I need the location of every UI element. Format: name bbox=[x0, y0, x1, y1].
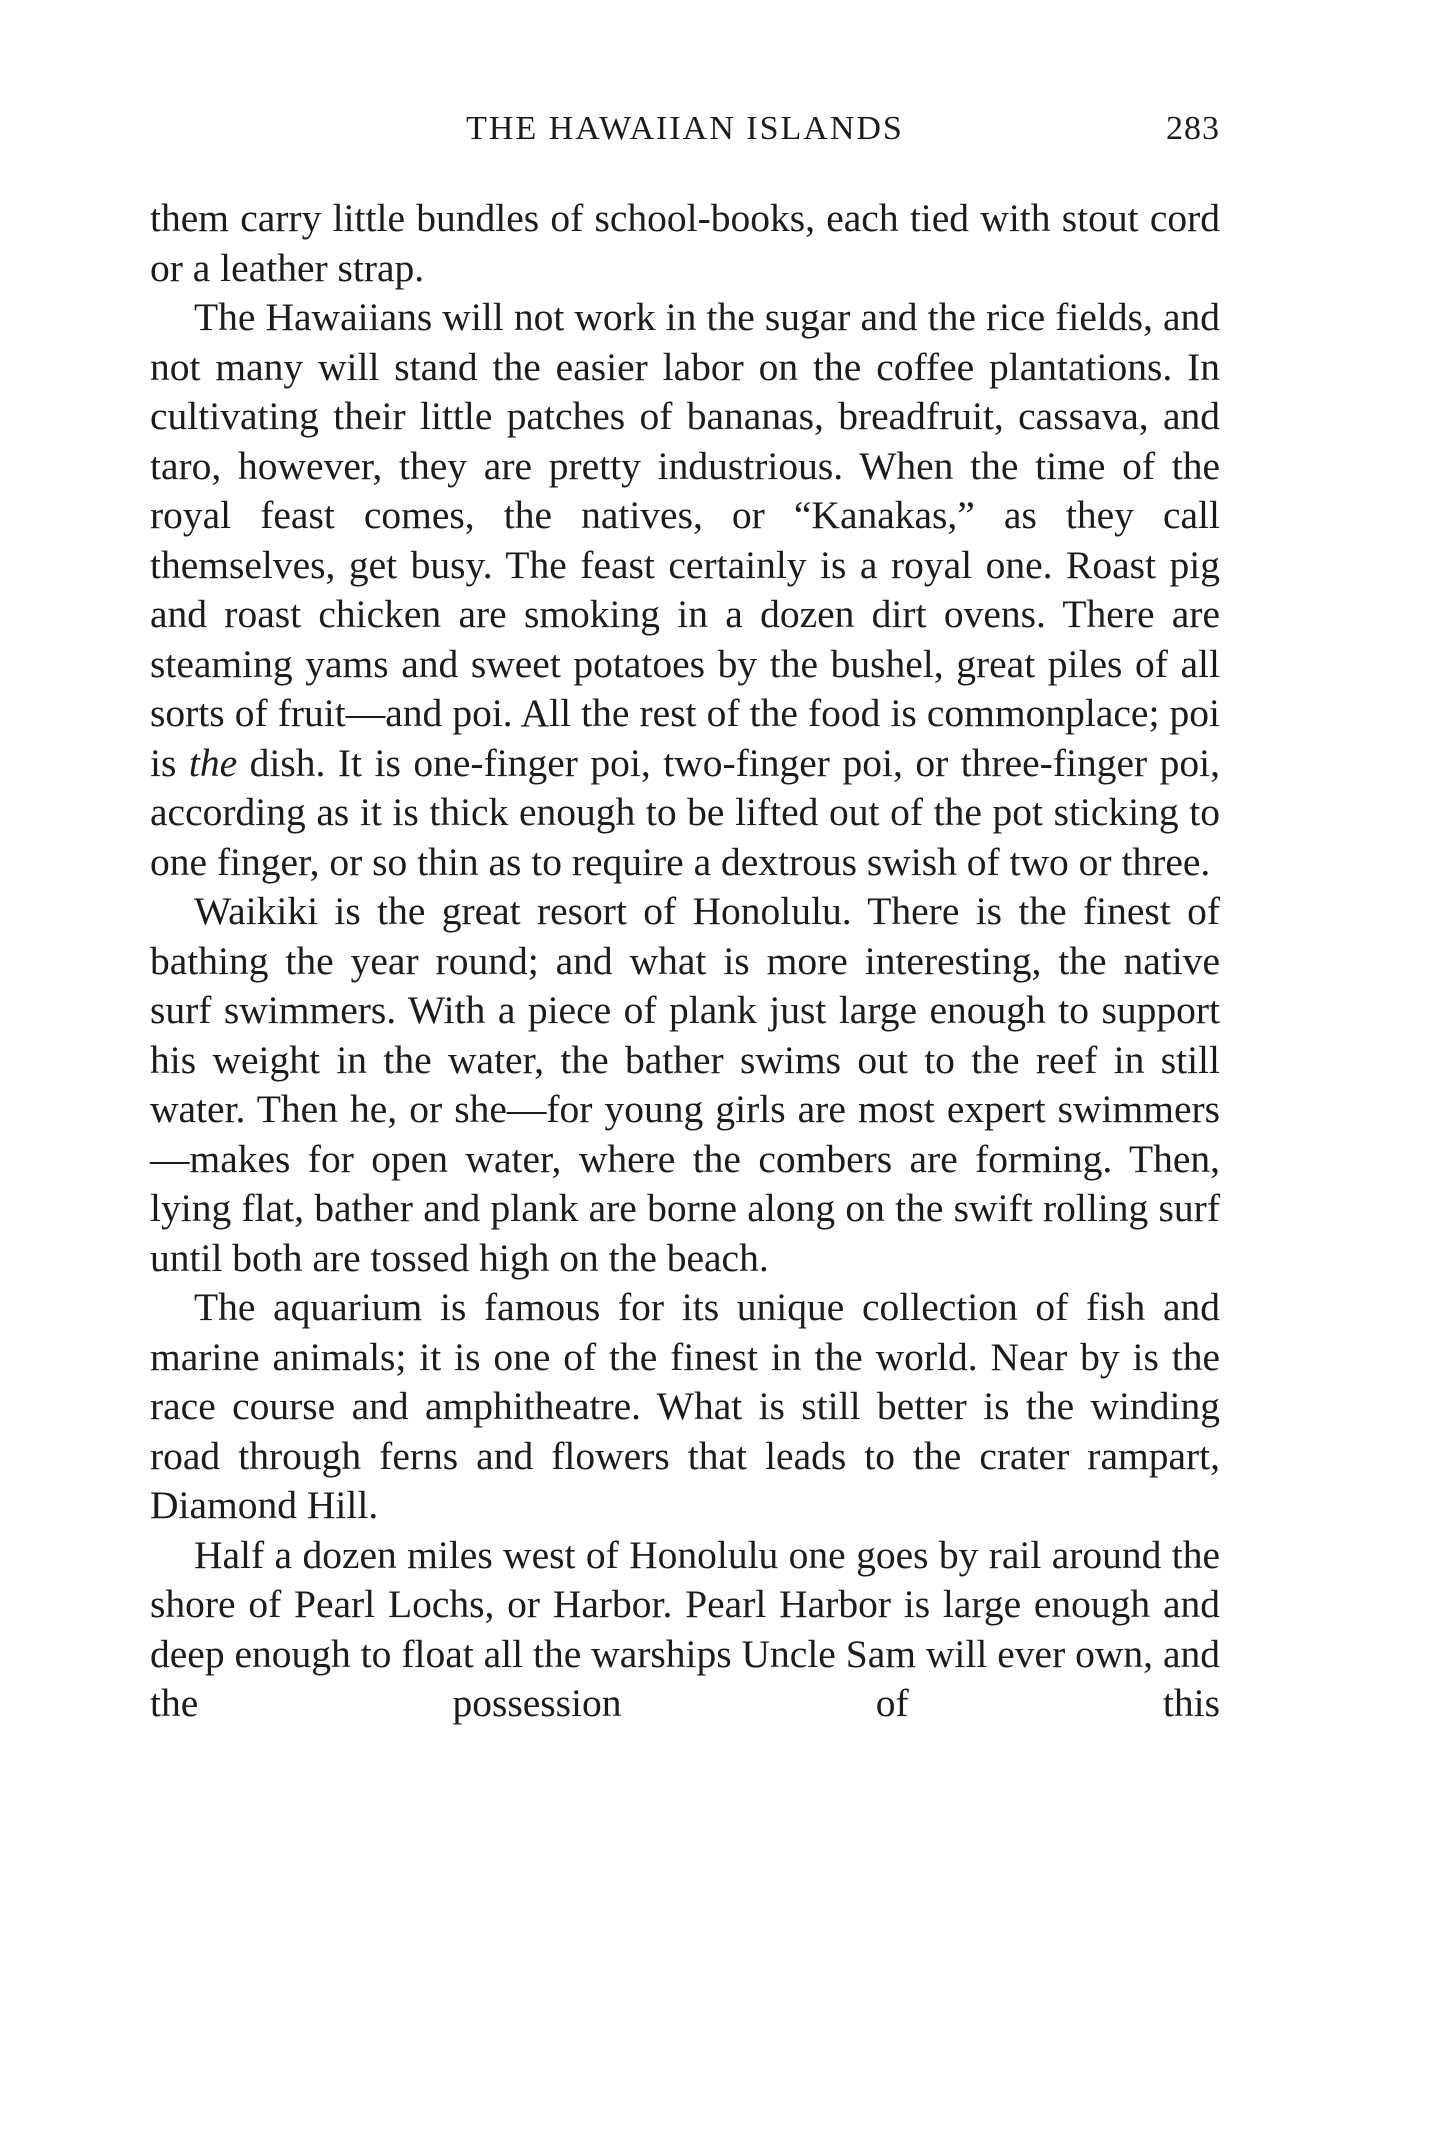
book-page bbox=[150, 110, 1220, 1729]
body-text bbox=[150, 194, 1220, 1729]
paragraph-2 bbox=[150, 293, 1220, 887]
paragraph-4: The aquarium is famous for its unique collection of fish and marine animals; it is one of the finest in the world. Near by is the race course and amphitheatre. What is still better is the winding road through ferns and flowers that leads to the crater rampart, Diamond Hill. bbox=[150, 1285, 1220, 1527]
paragraph-5: Half a dozen miles west of Honolulu one goes by rail around the shore of Pearl Lochs, or Harbor. Pearl Harbor is large enough and deep enough to float all the warships Uncle Sam will ever own, and the possession of this bbox=[150, 1532, 1220, 1725]
paragraph-2-part-a: The Hawaiians will not work in the sugar and the rice fields, and not many will stand the easier labor on the coffee plantations. In cultivating their little patches of bananas, breadfruit, cassava, and taro, however, they are pretty industrious. When the time of the royal feast comes, the natives, or “Kanakas,” as they call themselves, get busy. The feast certainly is a royal one. Roast pig and roast chicken are smoking in a dozen dirt ovens. There are steaming yams and sweet potatoes by the bushel, great piles of all sorts of fruit—and poi. All the rest of the food is commonplace; poi is bbox=[150, 295, 1220, 785]
emphasized-word: the bbox=[188, 740, 238, 785]
running-header bbox=[150, 110, 1220, 160]
paragraph-2-part-b: dish. It is one-finger poi, two-finger poi, or three-finger poi, according as it is thick enough to be lifted out of the pot sticking to one finger, or so thin as to require a dextrous swish of two or three. bbox=[150, 740, 1221, 884]
page-number: 283 bbox=[1166, 110, 1220, 147]
paragraph-3: Waikiki is the great resort of Honolulu. There is the finest of bathing the year round; and what is more interesting, the native surf swimmers. With a piece of plank just large enough to support his weight in the water, the bather swims out to the reef in still water. Then he, or she—for young girls are most expert swimmers—makes for open water, where the combers are forming. Then, lying flat, bather and plank are borne along on the swift rolling surf until both are tossed high on the beach. bbox=[150, 889, 1220, 1280]
paragraph-1: them carry little bundles of school-books, each tied with stout cord or a leather strap. bbox=[150, 196, 1220, 290]
running-title: THE HAWAIIAN ISLANDS bbox=[466, 110, 904, 147]
